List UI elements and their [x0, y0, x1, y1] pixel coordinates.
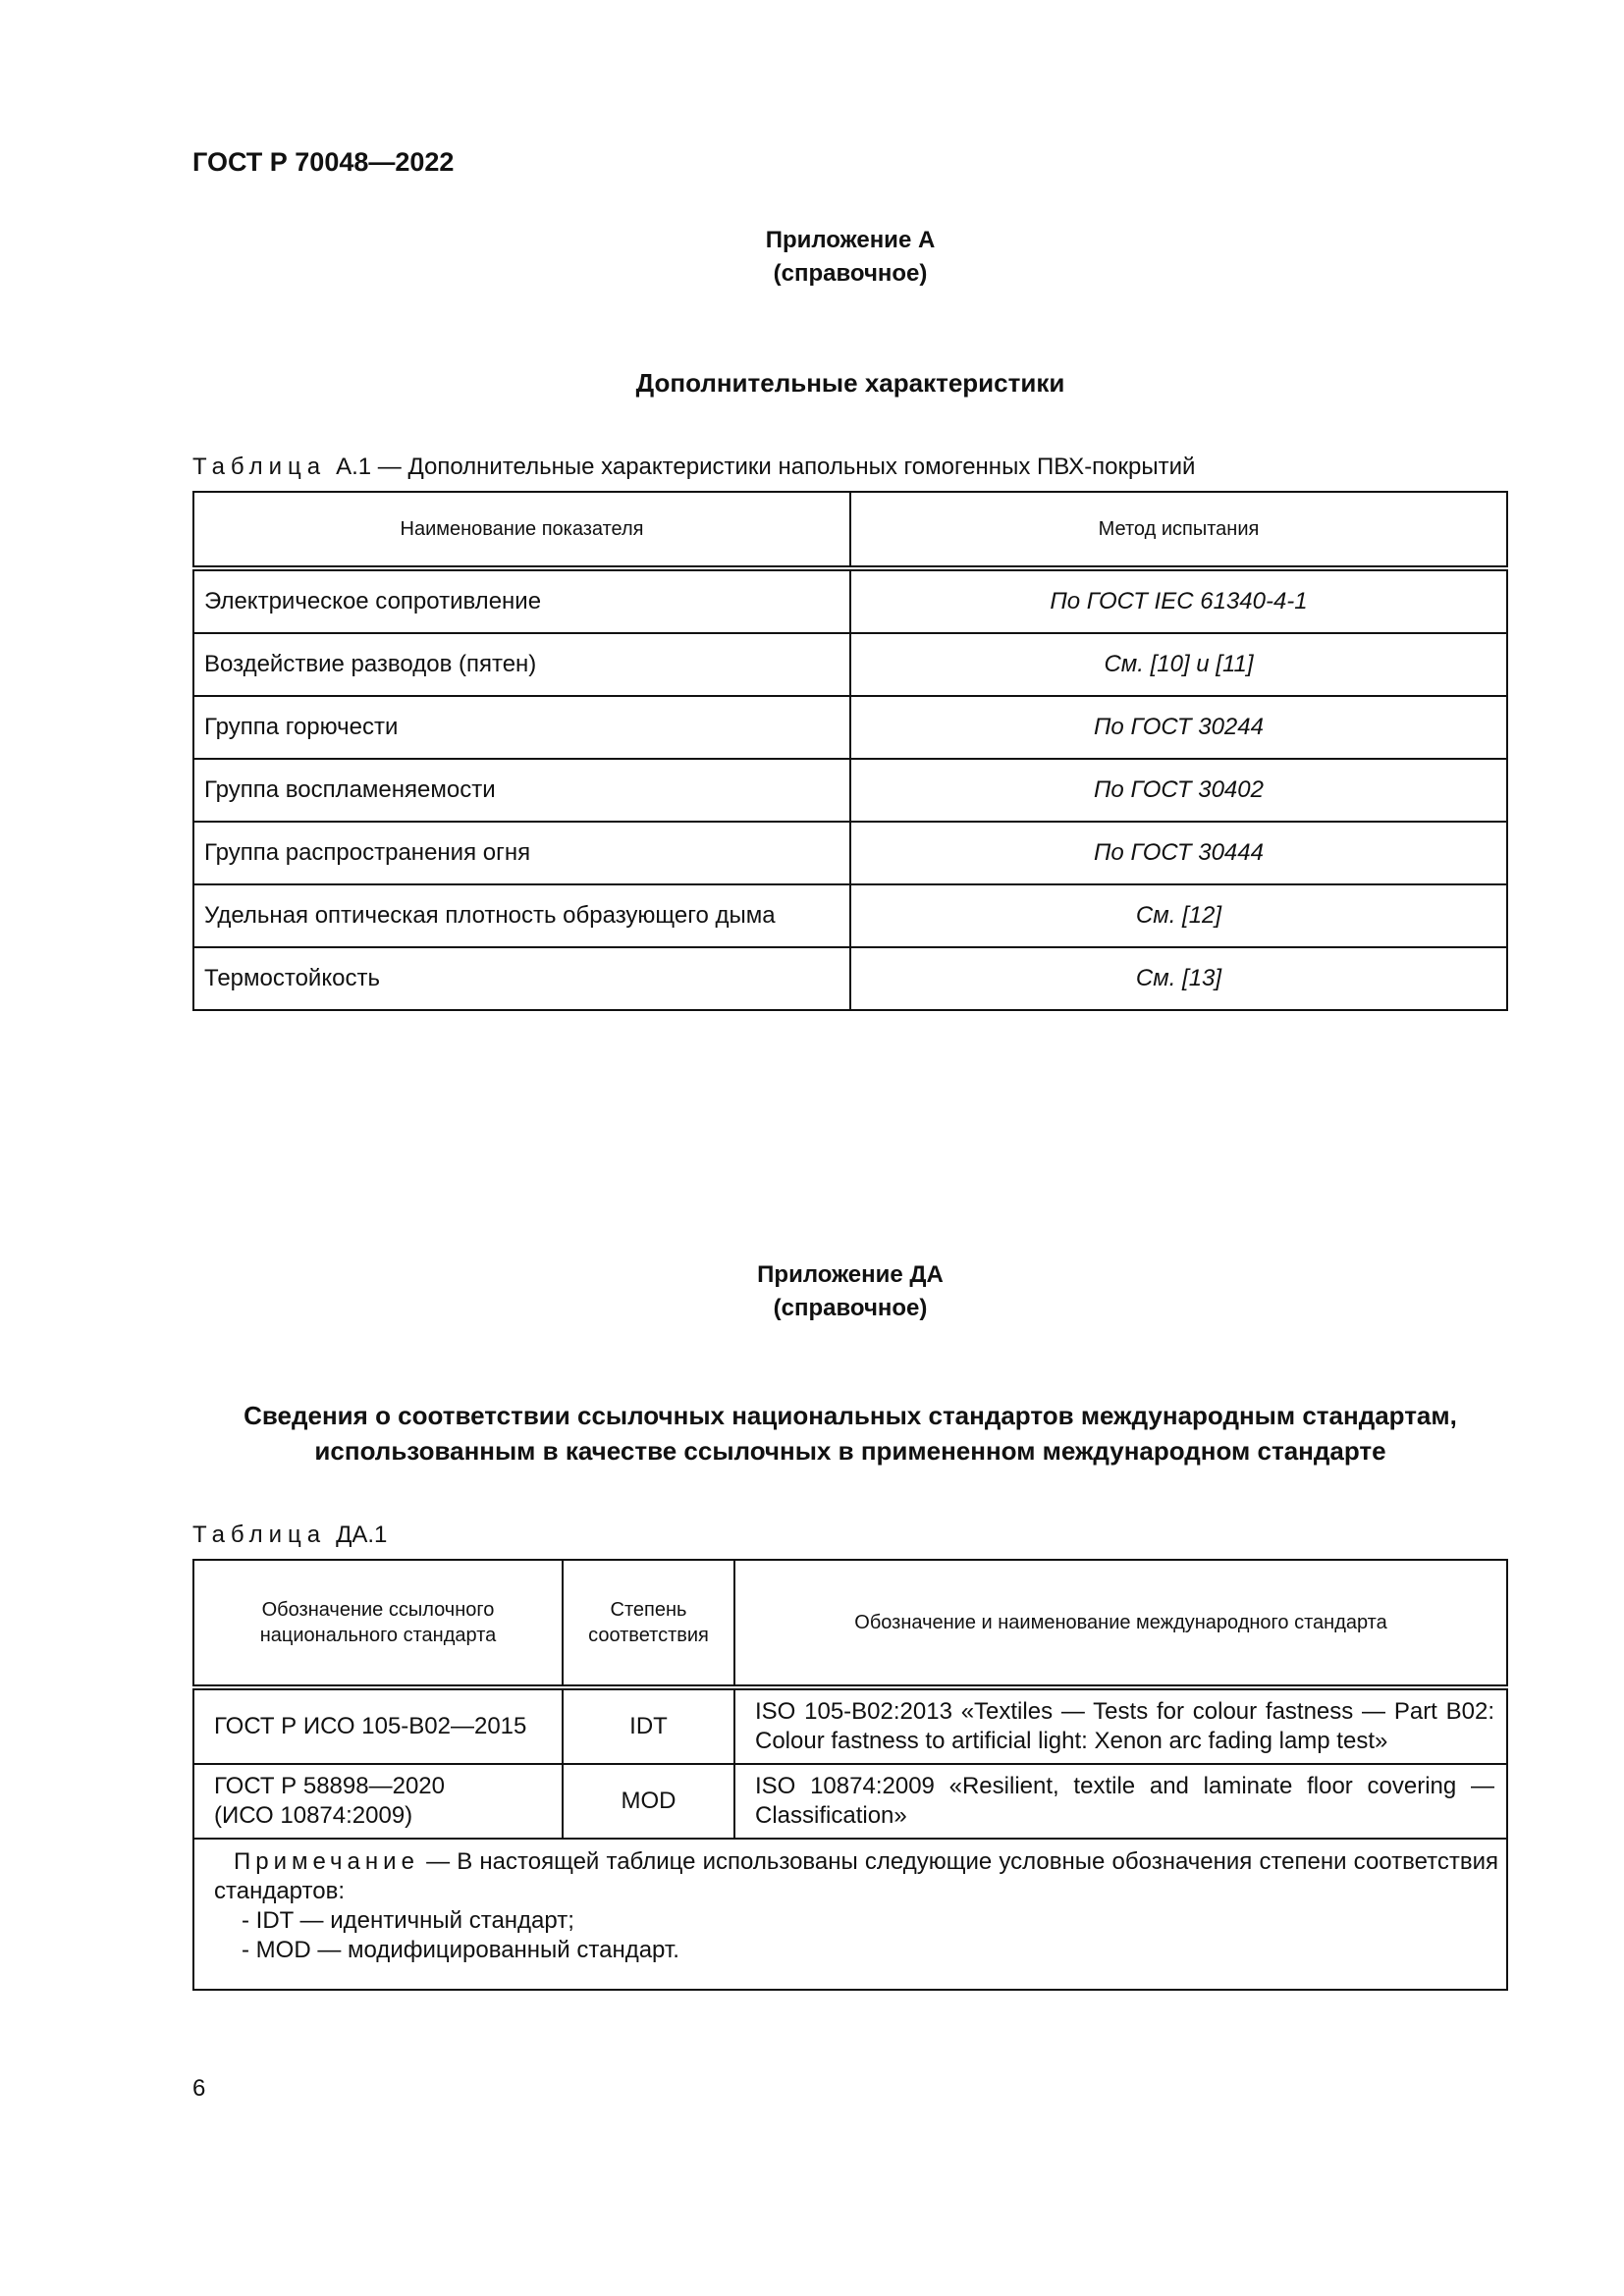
national-standard-line: ГОСТ Р 58898—2020 [214, 1773, 445, 1799]
note-item: - IDT — идентичный стандарт; [242, 1907, 574, 1934]
test-method: По ГОСТ 30444 [850, 822, 1507, 884]
section-title-line: Сведения о соответствии ссылочных национальных стандартов международным стандартам, [244, 1401, 1457, 1430]
indicator-name: Удельная оптическая плотность образующего дыма [193, 884, 850, 947]
table-row [193, 1687, 1507, 1764]
degree-of-correspondence: IDT [563, 1687, 734, 1764]
test-method: См. [13] [850, 947, 1507, 1010]
header-line: соответствия [588, 1625, 709, 1646]
section-title-line: использованным в качестве ссылочных в примененном международном стандарте [314, 1436, 1386, 1466]
test-method: По ГОСТ IEC 61340-4-1 [850, 568, 1507, 633]
national-standard-line: ГОСТ Р ИСО 105-В02—2015 [214, 1713, 527, 1739]
header-line: Степень [610, 1599, 687, 1621]
document-code: ГОСТ Р 70048—2022 [192, 147, 455, 177]
indicator-name: Электрическое сопротивление [193, 568, 850, 633]
table-da1 [192, 1559, 1508, 1991]
table-caption-word: Таблица [192, 454, 327, 480]
column-header-method: Метод испытания [850, 492, 1507, 568]
table-row [193, 633, 1507, 696]
indicator-name: Термостойкость [193, 947, 850, 1010]
degree-of-correspondence: MOD [563, 1764, 734, 1839]
international-standard: ISO 105-B02:2013 «Textiles — Tests for colour fastness — Part B02: Colour fastness to artificial light: Xenon arc fading lamp test» [734, 1687, 1507, 1764]
table-caption-word: Таблица [192, 1522, 327, 1548]
test-method: По ГОСТ 30244 [850, 696, 1507, 759]
indicator-name: Группа воспламеняемости [193, 759, 850, 822]
indicator-name: Группа горючести [193, 696, 850, 759]
table-a1-caption [192, 454, 1195, 481]
indicator-name: Группа распространения огня [193, 822, 850, 884]
annex-da-section-title [192, 1398, 1508, 1468]
national-standard [193, 1687, 563, 1764]
annex-a-heading [192, 224, 1508, 291]
annex-da-subtitle: (справочное) [773, 1295, 928, 1321]
international-standard: ISO 10874:2009 «Resilient, textile and laminate floor covering — Classification» [734, 1764, 1507, 1839]
table-a1 [192, 491, 1508, 1011]
header-line: Обозначение ссылочного [261, 1599, 495, 1621]
column-header-national-standard [193, 1560, 563, 1687]
table-row [193, 1764, 1507, 1839]
note-item: - MOD — модифицированный стандарт. [242, 1937, 679, 1963]
table-row [193, 822, 1507, 884]
national-standard [193, 1764, 563, 1839]
table-row [193, 759, 1507, 822]
page-number: 6 [192, 2075, 206, 2102]
annex-da-title: Приложение ДА [757, 1261, 944, 1288]
table-caption-text: ДА.1 [336, 1522, 388, 1548]
test-method: См. [10] и [11] [850, 633, 1507, 696]
table-row [193, 696, 1507, 759]
annex-da-heading [192, 1258, 1508, 1325]
table-row [193, 568, 1507, 633]
table-caption-text: А.1 — Дополнительные характеристики напольных гомогенных ПВХ-покрытий [336, 454, 1196, 480]
table-row [193, 884, 1507, 947]
annex-a-title: Приложение А [765, 227, 936, 253]
table-header-row [193, 492, 1507, 568]
test-method: По ГОСТ 30402 [850, 759, 1507, 822]
column-header-degree [563, 1560, 734, 1687]
column-header-international-standard: Обозначение и наименование международного стандарта [734, 1560, 1507, 1687]
annex-a-subtitle: (справочное) [773, 260, 928, 287]
table-row [193, 947, 1507, 1010]
annex-a-section-title: Дополнительные характеристики [635, 368, 1065, 398]
header-line: национального стандарта [259, 1625, 497, 1646]
table-header-row [193, 1560, 1507, 1687]
national-standard-line: (ИСО 10874:2009) [214, 1802, 413, 1829]
note-label: Примечание [234, 1848, 419, 1875]
indicator-name: Воздействие разводов (пятен) [193, 633, 850, 696]
table-note-row [193, 1839, 1507, 1990]
column-header-indicator: Наименование показателя [193, 492, 850, 568]
table-note [193, 1839, 1507, 1990]
test-method: См. [12] [850, 884, 1507, 947]
table-da1-caption [192, 1522, 387, 1549]
note-text: — В настоящей таблице использованы следующие условные обозначения степени соответствия стандартов: [214, 1848, 1498, 1904]
